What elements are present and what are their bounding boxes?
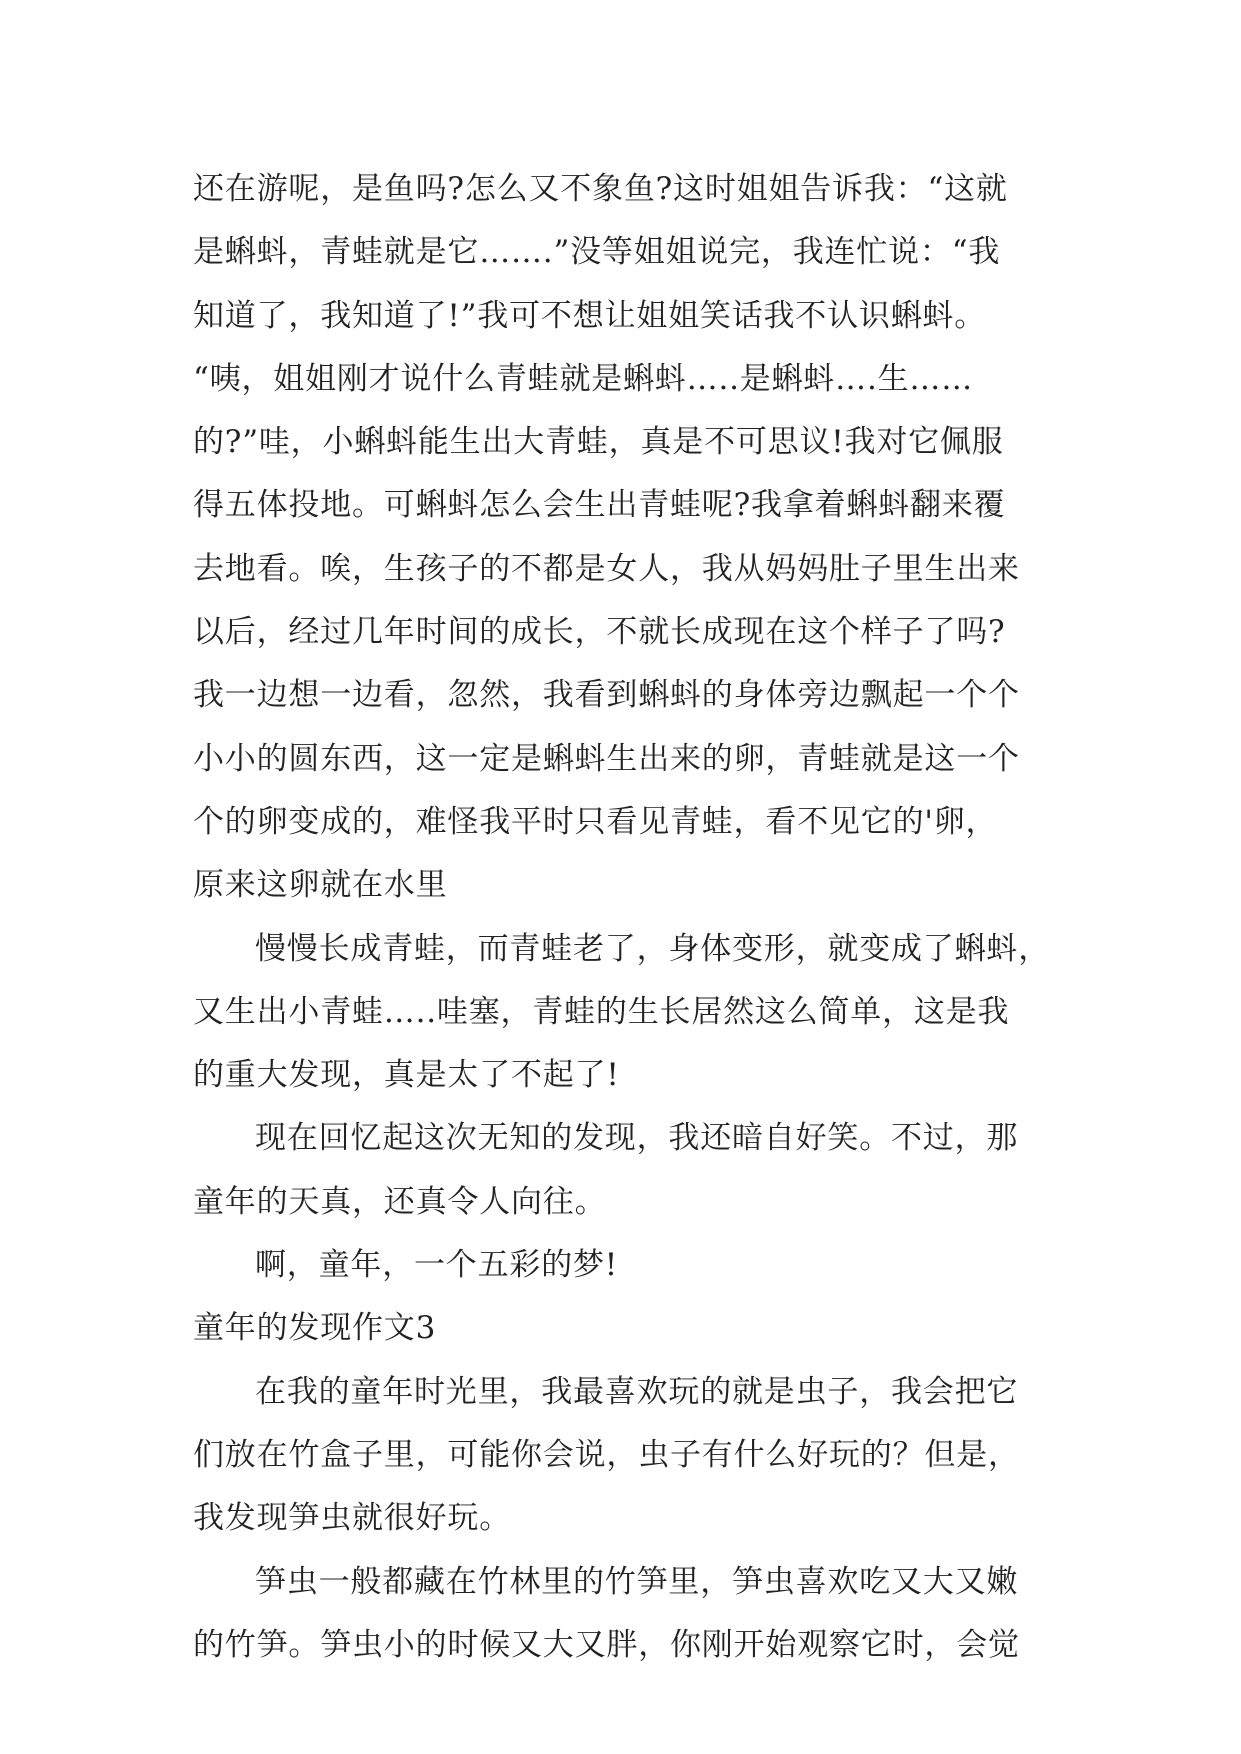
text-line: 以后，经过几年时间的成长，不就长成现在这个样子了吗? [193, 614, 1006, 651]
text-line: 是蝌蚪，青蛙就是它…….”没等姐姐说完，我连忙说：“我 [193, 234, 1001, 271]
text-line: “咦，姐姐刚才说什么青蛙就是蝌蚪…..是蝌蚪….生…… [193, 360, 974, 397]
text-line: 知道了，我知道了!”我可不想让姐姐笑话我不认识蝌蚪。 [193, 297, 987, 334]
text-line: 又生出小青蛙…..哇塞，青蛙的生长居然这么简单，这是我 [193, 993, 1010, 1030]
text-line: 的重大发现，真是太了不起了! [193, 1057, 620, 1094]
text-line: 现在回忆起这次无知的发现，我还暗自好笑。不过，那 [255, 1120, 1019, 1157]
text-line: 去地看。唉，生孩子的不都是女人，我从妈妈肚子里生出来 [193, 550, 1020, 587]
text-line: 童年的发现作文3 [193, 1310, 437, 1347]
text-line: 的竹笋。笋虫小的时候又大又胖，你刚开始观察它时，会觉 [193, 1626, 1020, 1663]
text-line: 慢慢长成青蛙，而青蛙老了，身体变形，就变成了蝌蚪， [255, 930, 1050, 967]
text-line: 在我的童年时光里，我最喜欢玩的就是虫子，我会把它 [255, 1373, 1019, 1410]
text-line: 童年的天真，还真令人向往。 [193, 1183, 607, 1220]
text-line: 得五体投地。可蝌蚪怎么会生出青蛙呢?我拿着蝌蚪翻来覆 [193, 487, 1006, 524]
text-line: 原来这卵就在水里 [193, 867, 448, 904]
text-line: 我发现笋虫就很好玩。 [193, 1500, 511, 1537]
text-line: 还在游呢，是鱼吗?怎么又不象鱼?这时姐姐告诉我：“这就 [193, 171, 1008, 207]
text-line: 小小的圆东西，这一定是蝌蚪生出来的卵，青蛙就是这一个 [193, 740, 1020, 777]
text-line: 笋虫一般都藏在竹林里的竹笋里，笋虫喜欢吃又大又嫩 [255, 1563, 1019, 1600]
text-line: 的?”哇，小蝌蚪能生出大青蛙，真是不可思议!我对它佩服 [193, 424, 1004, 461]
text-line: 我一边想一边看，忽然，我看到蝌蚪的身体旁边飘起一个个 [193, 677, 1020, 714]
text-line: 啊，童年，一个五彩的梦! [255, 1247, 619, 1284]
document-body [193, 158, 1055, 1677]
text-line: 个的卵变成的，难怪我平时只看见青蛙，看不见它的'卵， [193, 803, 998, 840]
text-line: 们放在竹盒子里，可能你会说，虫子有什么好玩的？但是， [193, 1436, 1020, 1473]
